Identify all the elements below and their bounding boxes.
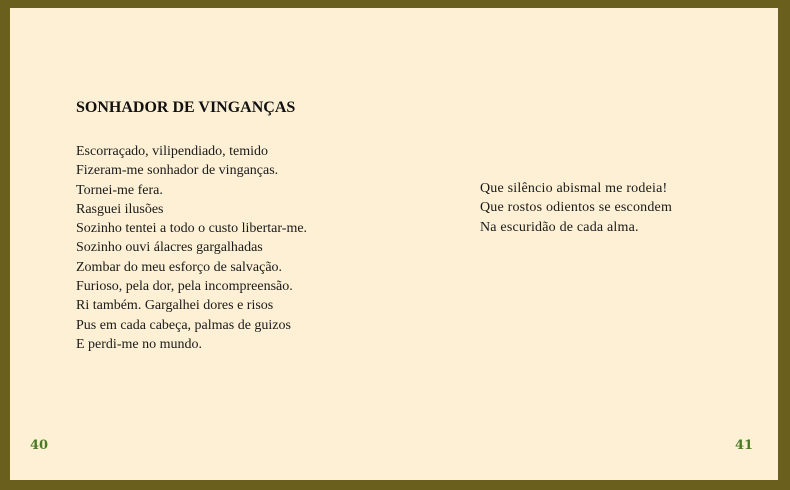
poem-line: Que rostos odientos se escondem	[480, 200, 673, 216]
poem-line: Fizeram-me sonhador de vinganças.	[76, 163, 279, 179]
poem-line: Que silêncio abismal me rodeia!	[480, 181, 668, 196]
page-number-left: 40	[30, 438, 49, 453]
poem-line: Ri também. Gargalhei dores e risos	[76, 298, 274, 314]
poem-stanza-right	[480, 179, 760, 237]
right-page	[480, 179, 760, 237]
poem-line: Sozinho tentei a todo o custo libertar-me.	[76, 221, 308, 237]
poem-line: Pus em cada cabeça, palmas de guizos	[76, 317, 291, 333]
poem-line: Rasguei ilusões	[76, 201, 164, 217]
poem-line: Sozinho ouvi álacres gargalhadas	[76, 240, 263, 256]
poem-line: E perdi-me no mundo.	[76, 336, 202, 352]
book-spread	[10, 8, 778, 480]
poem-line: Escorraçado, vilipendiado, temido	[76, 144, 269, 159]
poem-line: Tornei-me fera.	[76, 182, 163, 198]
left-page	[76, 98, 396, 354]
poem-line: Na escuridão de cada alma.	[480, 219, 639, 235]
poem-stanza-left	[76, 142, 396, 354]
poem-line: Furioso, pela dor, pela incompreensão.	[76, 279, 293, 295]
left-frame-edge	[0, 0, 10, 490]
page-number-right: 41	[735, 438, 754, 453]
poem-title: SONHADOR DE VINGANÇAS	[76, 99, 296, 116]
poem-line: Zombar do meu esforço de salvação.	[76, 259, 283, 275]
